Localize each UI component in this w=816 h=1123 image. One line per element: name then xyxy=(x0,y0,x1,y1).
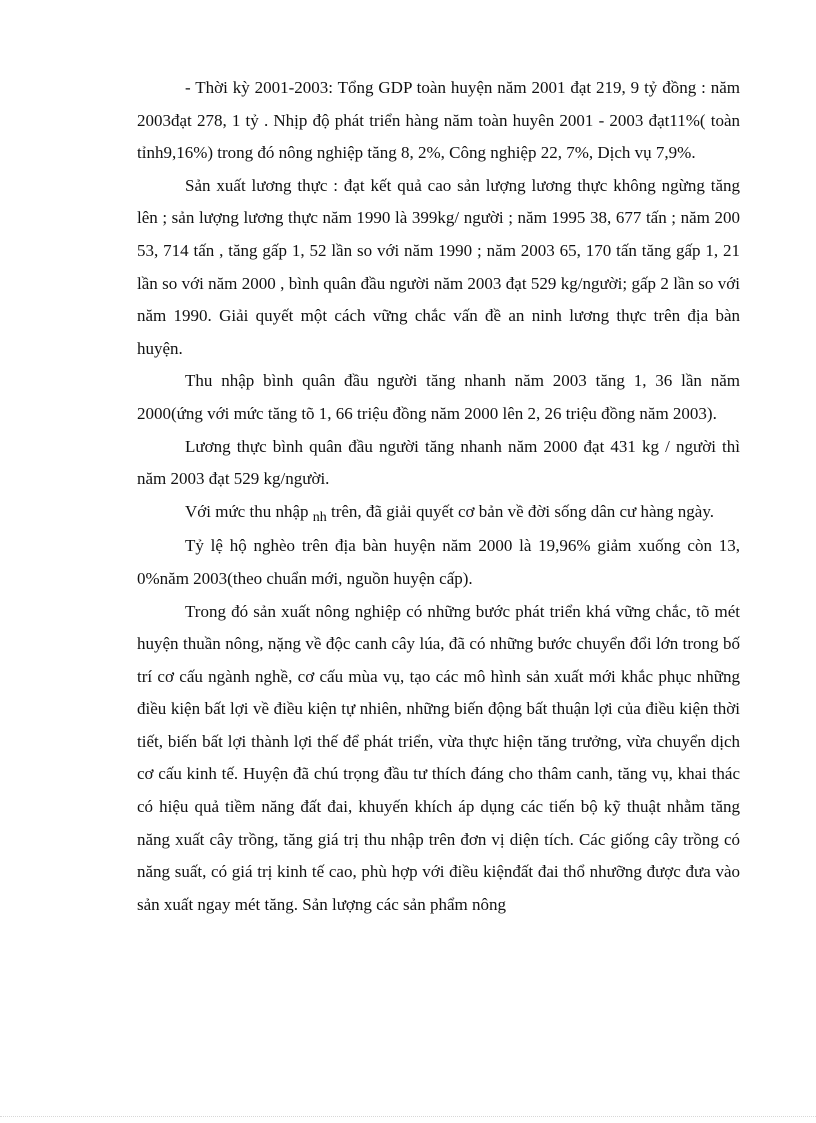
paragraph-gdp: - Thời kỳ 2001-2003: Tổng GDP toàn huyện năm 2001 đạt 219, 9 tỷ đồng : năm 2003đạt 278, 1 tỷ . Nhịp độ phát triển hàng năm toàn huyên 2001 - 2003 đạt11%( toàn tỉnh9,16%) trong đó nông nghiệp tăng 8, 2%, Công nghiệp 22, 7%, Dịch vụ 7,9%. xyxy=(137,78,740,163)
page-divider xyxy=(0,1116,816,1117)
paragraph-food-per-capita: Lương thực bình quân đầu người tăng nhanh năm 2000 đạt 431 kg / người thì năm 2003 đạt 529 kg/người. xyxy=(137,436,740,489)
paragraph-agriculture: Trong đó sản xuất nông nghiệp có những bước phát triển khá vững chắc, tõ mét huyện thuần nông, nặng về độc canh cây lúa, đã có những bước chuyển đổi lớn trong bố trí cơ cấu ngành nghề, cơ cấu mùa vụ, tạo các mô hình sản xuất mới khắc phục những điều kiện bất lợi về điều kiện tự nhiên, những biến động bất thuận lợi của điều kiện thời tiết, biến bất lợi thành lợi thế để phát triển, vừa thực hiện tăng trưởng, vừa chuyển dịch cơ cấu kinh tế. Huyện đã chú trọng đầu tư thích đáng cho thâm canh, tăng vụ, khai thác có hiệu quả tiềm năng đất đai, khuyến khích áp dụng các tiến bộ kỹ thuật nhằm tăng năng xuất cây trồng, tăng giá trị thu nhập trên đơn vị diện tích. Các giống cây trồng có năng suất, có giá trị kinh tế cao, phù hợp với điều kiệnđất đai thổ nhưỡng được đưa vào sản xuất ngay mét tăng. Sản lượng các sản phẩm nông xyxy=(137,601,740,914)
paragraph-income: Thu nhập bình quân đầu người tăng nhanh năm 2003 tăng 1, 36 lần năm 2000(ứng với mức tăng tõ 1, 66 triệu đồng năm 2000 lên 2, 26 triệu đồng năm 2003). xyxy=(137,371,740,423)
income-text-start: Với mức thu nhập xyxy=(185,501,313,521)
body-text xyxy=(137,72,740,921)
paragraph-living-standard xyxy=(137,496,740,531)
income-text-end: trên, đã giải quyết cơ bản về đời sống dân cư hàng ngày. xyxy=(326,501,714,521)
paragraph-food-production: Sản xuất lương thực : đạt kết quả cao sản lượng lương thực không ngừng tăng lên ; sản lượng lương thực năm 1990 là 399kg/ người ; năm 1995 38, 677 tấn ; năm 200 53, 714 tấn , tăng gấp 1, 52 lần so với năm 1990 ; năm 2003 65, 170 tấn tăng gấp 1, 21 lần so với năm 2000 , bình quân đầu người năm 2003 đạt 529 kg/người; gấp 2 lần so với năm 1990. Giải quyết một cách vững chắc vấn đề an ninh lương thực trên địa bàn huyện. xyxy=(137,175,740,358)
paragraph-poverty-rate: Tỷ lệ hộ nghèo trên địa bàn huyện năm 2000 là 19,96% giảm xuống còn 13, 0%năm 2003(theo chuẩn mới, nguồn huyện cấp). xyxy=(137,536,740,588)
income-subscript: nh xyxy=(312,509,327,525)
